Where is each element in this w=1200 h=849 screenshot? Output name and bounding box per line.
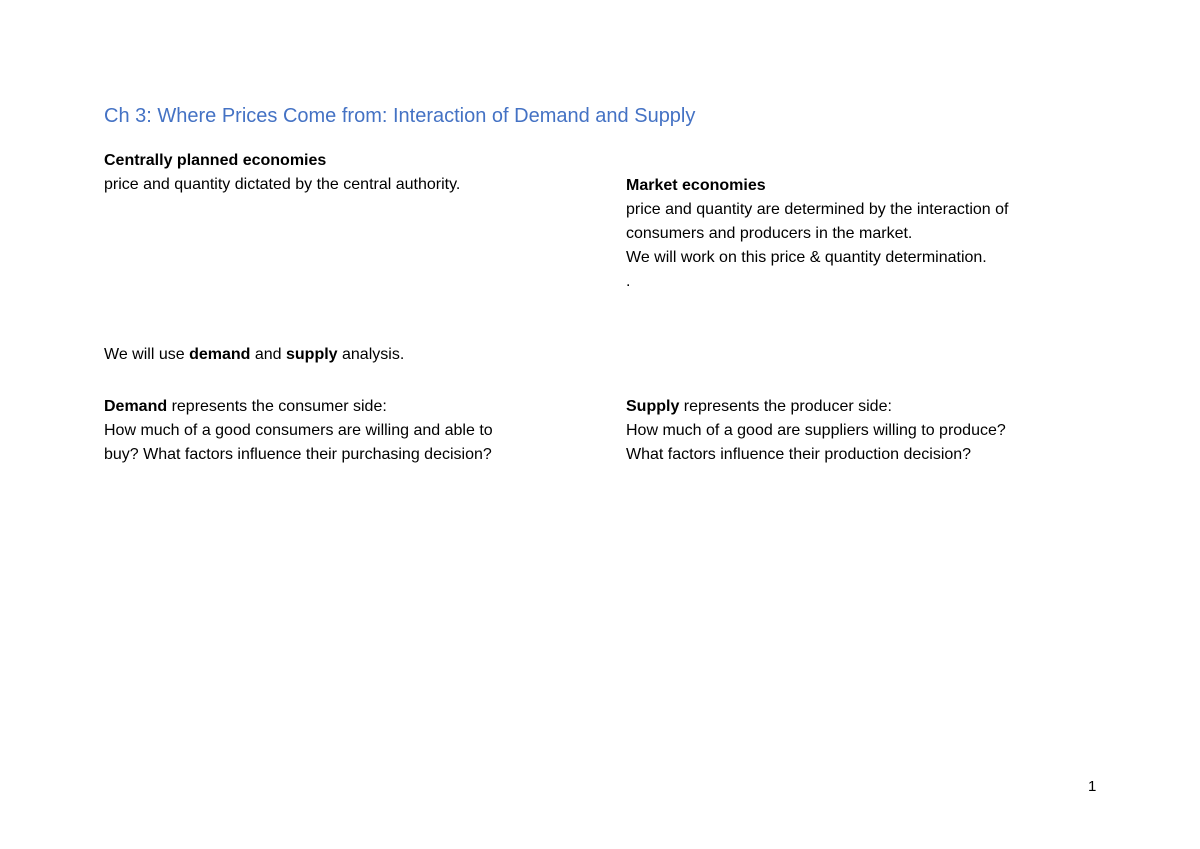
supply-line-2: What factors influence their production decision? bbox=[626, 446, 972, 463]
market-line-3: We will work on this price & quantity determination. bbox=[626, 249, 987, 266]
demand-heading bbox=[104, 395, 493, 419]
analysis-line bbox=[104, 343, 404, 367]
supply-term: Supply bbox=[626, 398, 680, 415]
supply-rest: represents the producer side: bbox=[679, 398, 892, 415]
analysis-prefix: We will use bbox=[104, 346, 190, 363]
supply-block bbox=[626, 395, 1006, 467]
supply-line-1: How much of a good are suppliers willing to produce? bbox=[626, 422, 1006, 439]
central-planned-heading: Centrally planned economies bbox=[104, 152, 327, 169]
analysis-suffix: analysis. bbox=[337, 346, 405, 363]
central-planned-block bbox=[104, 149, 460, 197]
page-number: 1 bbox=[1088, 778, 1097, 795]
market-economies-block bbox=[626, 174, 1008, 294]
market-line-4: . bbox=[626, 273, 631, 290]
demand-line-2: buy? What factors influence their purchasing decision? bbox=[104, 446, 492, 463]
analysis-middle: and bbox=[250, 346, 286, 363]
central-planned-text: price and quantity dictated by the central authority. bbox=[104, 176, 461, 193]
analysis-sentence bbox=[104, 343, 404, 367]
demand-line-1: How much of a good consumers are willing and able to bbox=[104, 422, 493, 439]
analysis-supply-word: supply bbox=[286, 346, 338, 363]
supply-heading bbox=[626, 395, 1006, 419]
page-title: Ch 3: Where Prices Come from: Interaction of Demand and Supply bbox=[104, 105, 696, 127]
demand-block bbox=[104, 395, 493, 467]
market-economies-heading: Market economies bbox=[626, 177, 766, 194]
analysis-demand-word: demand bbox=[189, 346, 251, 363]
demand-rest: represents the consumer side: bbox=[167, 398, 387, 415]
market-line-1: price and quantity are determined by the interaction of bbox=[626, 201, 1009, 218]
market-line-2: consumers and producers in the market. bbox=[626, 225, 913, 242]
demand-term: Demand bbox=[104, 398, 168, 415]
